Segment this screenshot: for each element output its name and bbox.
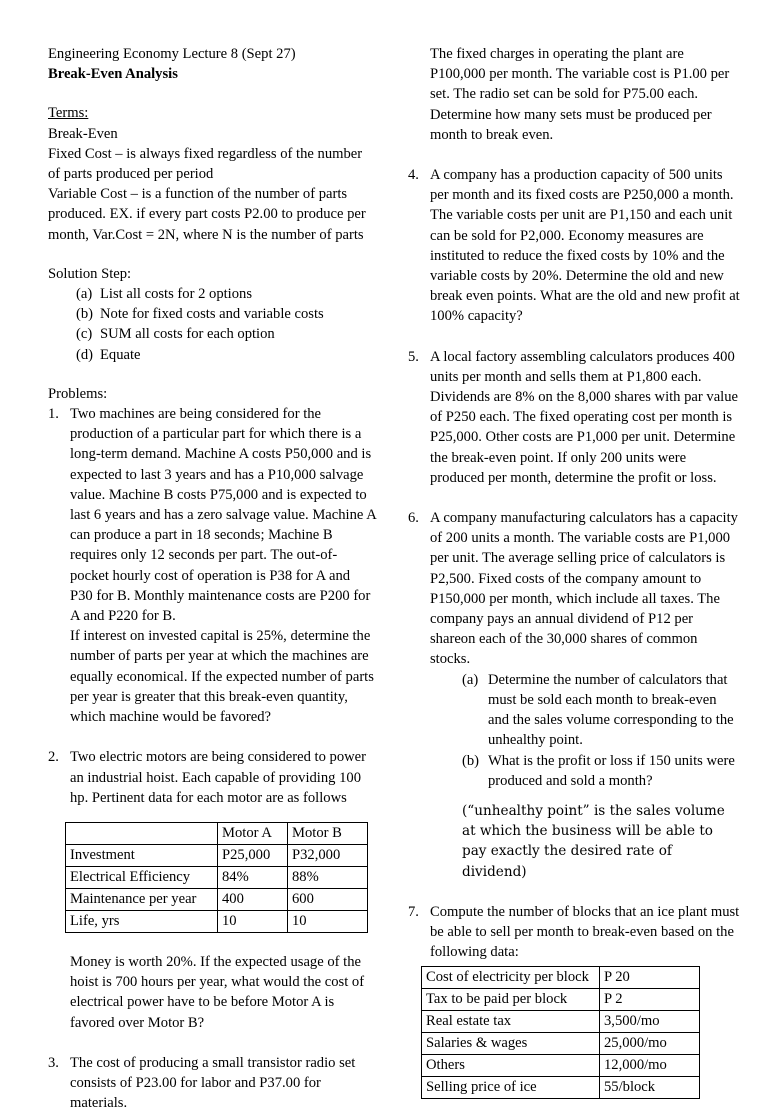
table-cell: 3,500/mo <box>600 1011 700 1033</box>
table-cell: 84% <box>218 866 288 888</box>
problem-2 <box>48 747 376 808</box>
table-cell: 10 <box>288 910 368 932</box>
table-cell: Life, yrs <box>66 910 218 932</box>
term-variable-cost: Variable Cost – is a function of the number of parts produced. EX. if every part costs P2.00 to produce per month, Var.Cost = 2N, where N is the number of parts <box>48 186 366 243</box>
problem-body <box>430 347 740 488</box>
motor-comparison-table <box>65 822 368 933</box>
problem-body <box>430 165 740 327</box>
step-text: Equate <box>100 346 141 363</box>
table-row <box>66 866 368 888</box>
step-text: SUM all costs for each option <box>100 326 275 343</box>
problem-6-subitem-list <box>430 670 740 791</box>
subitem-marker: (b) <box>462 752 480 769</box>
table-cell: 600 <box>288 888 368 910</box>
table-row <box>422 1011 700 1033</box>
problem-paragraph: A local factory assembling calculators produces 400 units per month and sells them at P1,800 each. Dividends are 8% on the 8,000 shares with par value of P250 each. The fixed operating cost per month is P25,000. Other costs are P1,000 per unit. Determine the break-even point. If only 200 units were produced per month, determine the profit or loss. <box>430 348 739 486</box>
step-marker: (c) <box>76 326 93 343</box>
spacer <box>48 84 376 103</box>
problem-3-continuation <box>408 44 740 145</box>
step-text: List all costs for 2 options <box>100 286 253 303</box>
problem-number: 6. <box>408 510 419 527</box>
spacer <box>48 245 376 264</box>
problem-number: 5. <box>408 348 419 365</box>
terms-heading: Terms: <box>48 105 89 122</box>
table-cell: Tax to be paid per block <box>422 989 600 1011</box>
table-cell: Maintenance per year <box>66 888 218 910</box>
problem-paragraph: If interest on invested capital is 25%, determine the number of parts per year at which the machines are equally economical. If the expected number of parts per year is greater that this break-even quantity, which machine would be favored? <box>70 628 374 726</box>
problem-1 <box>48 404 376 727</box>
table-row <box>422 1033 700 1055</box>
problem-paragraph: Compute the number of blocks that an ice plant must be able to sell per month to break-even based on the following data: <box>430 903 740 961</box>
problem-6 <box>408 508 740 882</box>
spacer <box>48 365 376 384</box>
solution-step-item <box>76 324 376 344</box>
problem-paragraph: Money is worth 20%. If the expected usage of the hoist is 700 hours per year, what would the cost of electrical power have to be before Motor A is favored over Motor B? <box>70 953 365 1031</box>
table-row <box>66 910 368 932</box>
table-header-row <box>66 822 368 844</box>
left-column <box>0 44 384 1113</box>
right-column <box>384 44 768 1099</box>
solution-step-list <box>48 284 376 365</box>
problem-5 <box>408 347 740 488</box>
document-header-line: Engineering Economy Lecture 8 (Sept 27) <box>48 46 296 62</box>
table-row <box>422 989 700 1011</box>
spacer <box>408 327 740 347</box>
problem-paragraph: The fixed charges in operating the plant are P100,000 per month. The variable cost is P1.00 per set. The radio set can be sold for P75.00 each. Determine how many sets must be produced per month to break even. <box>430 46 730 143</box>
table-cell: 400 <box>218 888 288 910</box>
problem-6-subitem-b <box>462 751 740 791</box>
table-cell: 10 <box>218 910 288 932</box>
step-text: Note for fixed costs and variable costs <box>100 306 324 323</box>
problem-6-subitem-a <box>462 670 740 751</box>
term-fixed-cost: Fixed Cost – is always fixed regardless of the number of parts produced per period <box>48 145 363 183</box>
problem-number: 3. <box>48 1054 59 1071</box>
spacer <box>408 882 740 902</box>
table-cell: 12,000/mo <box>600 1055 700 1077</box>
problem-number: 7. <box>408 903 419 920</box>
solution-step-item <box>76 345 376 365</box>
table-cell: P 2 <box>600 989 700 1011</box>
two-column-layout <box>0 44 768 1113</box>
problem-body <box>430 44 740 145</box>
table-cell: Cost of electricity per block <box>422 967 600 989</box>
problem-number: 4. <box>408 167 419 184</box>
problem-7 <box>408 902 740 963</box>
table-row <box>422 1077 700 1099</box>
spacer <box>48 933 376 952</box>
table-cell: 55/block <box>600 1077 700 1099</box>
subitem-text: What is the profit or loss if 150 units were produced and sold a month? <box>488 752 735 789</box>
table-cell <box>66 822 218 844</box>
problem-paragraph: A company has a production capacity of 500 units per month and its fixed costs are P250,000 a month. The variable costs per unit are P1,150 and each unit can be sold for P2,000. Economy measures are instituted to reduce the fixed costs by 10% and the variable costs by 20%. Determine the old and new break even points. What are the old and new profit at 100% capacity? <box>430 167 740 325</box>
problem-3 <box>48 1053 376 1113</box>
table-cell: Real estate tax <box>422 1011 600 1033</box>
solution-step-heading: Solution Step: <box>48 265 132 282</box>
unhealthy-point-note: (“unhealthy point” is the sales volume at which the business will be able to pay exactly the desired rate of dividend) <box>462 802 725 880</box>
problem-body <box>70 1053 376 1113</box>
problem-body <box>70 952 376 1033</box>
table-row <box>66 844 368 866</box>
table-cell: 88% <box>288 866 368 888</box>
problem-paragraph: Two machines are being considered for the production of a particular part for which there is a long-term demand. Machine A costs P50,000 and is expected to last 3 years and has a P10,000 salvage value. Machine B costs P75,000 and is expected to last 6 years and has a zero salvage value. Machine A can produce a part in 18 seconds; Machine B requires only 12 seconds per part. The out-of-pocket hourly cost of operation is P38 for A and P30 for B. Monthly maintenance costs are P200 for A and P220 for B. <box>70 406 376 625</box>
subitem-text: Determine the number of calculators that must be sold each month to break-even and the sales volume corresponding to the unhealthy point. <box>488 671 734 749</box>
table-cell: P32,000 <box>288 844 368 866</box>
spacer <box>408 145 740 165</box>
table-cell: Salaries & wages <box>422 1033 600 1055</box>
table-row <box>66 888 368 910</box>
table-cell: Investment <box>66 844 218 866</box>
solution-step-item <box>76 304 376 324</box>
table-row <box>422 967 700 989</box>
ice-plant-cost-table <box>421 966 700 1099</box>
problem-4 <box>408 165 740 327</box>
problem-2-trailing <box>48 952 376 1033</box>
table-cell: Selling price of ice <box>422 1077 600 1099</box>
spacer <box>48 727 376 747</box>
step-marker: (a) <box>76 286 93 303</box>
subitem-marker: (a) <box>462 671 479 688</box>
table-cell: Motor A <box>218 822 288 844</box>
table-cell: Motor B <box>288 822 368 844</box>
table-cell: P 20 <box>600 967 700 989</box>
step-marker: (b) <box>76 306 94 323</box>
document-title: Break-Even Analysis <box>48 66 178 83</box>
problem-paragraph: A company manufacturing calculators has a capacity of 200 units a month. The variable costs are P1,000 per unit. The average selling price of calculators is P2,500. Fixed costs of the company amount to P150,000 per month, which include all taxes. The company pays an annual dividend of P12 per shareon each of the 30,000 shares of common stocks. <box>430 510 738 668</box>
spacer <box>48 1033 376 1053</box>
table-cell: Electrical Efficiency <box>66 866 218 888</box>
table-row <box>422 1055 700 1077</box>
term-break-even: Break-Even <box>48 125 118 142</box>
problem-body <box>70 747 376 808</box>
problem-body <box>430 508 740 882</box>
table-cell: 25,000/mo <box>600 1033 700 1055</box>
solution-step-item <box>76 284 376 304</box>
problem-number: 1. <box>48 406 59 423</box>
problem-number: 2. <box>48 749 59 766</box>
ice-table-wrapper <box>408 966 740 1099</box>
step-marker: (d) <box>76 346 94 363</box>
problem-paragraph: Two electric motors are being considered to power an industrial hoist. Each capable of providing 100 hp. Pertinent data for each motor are as follows <box>70 749 367 806</box>
motor-table-wrapper <box>48 822 376 933</box>
problem-body <box>430 902 740 963</box>
spacer <box>408 488 740 508</box>
problem-paragraph: The cost of producing a small transistor radio set consists of P23.00 for labor and P37.00 for materials. <box>70 1054 356 1112</box>
spacer <box>430 791 740 801</box>
problems-heading: Problems: <box>48 385 108 402</box>
problem-body <box>70 404 376 727</box>
table-cell: P25,000 <box>218 844 288 866</box>
table-cell: Others <box>422 1055 600 1077</box>
